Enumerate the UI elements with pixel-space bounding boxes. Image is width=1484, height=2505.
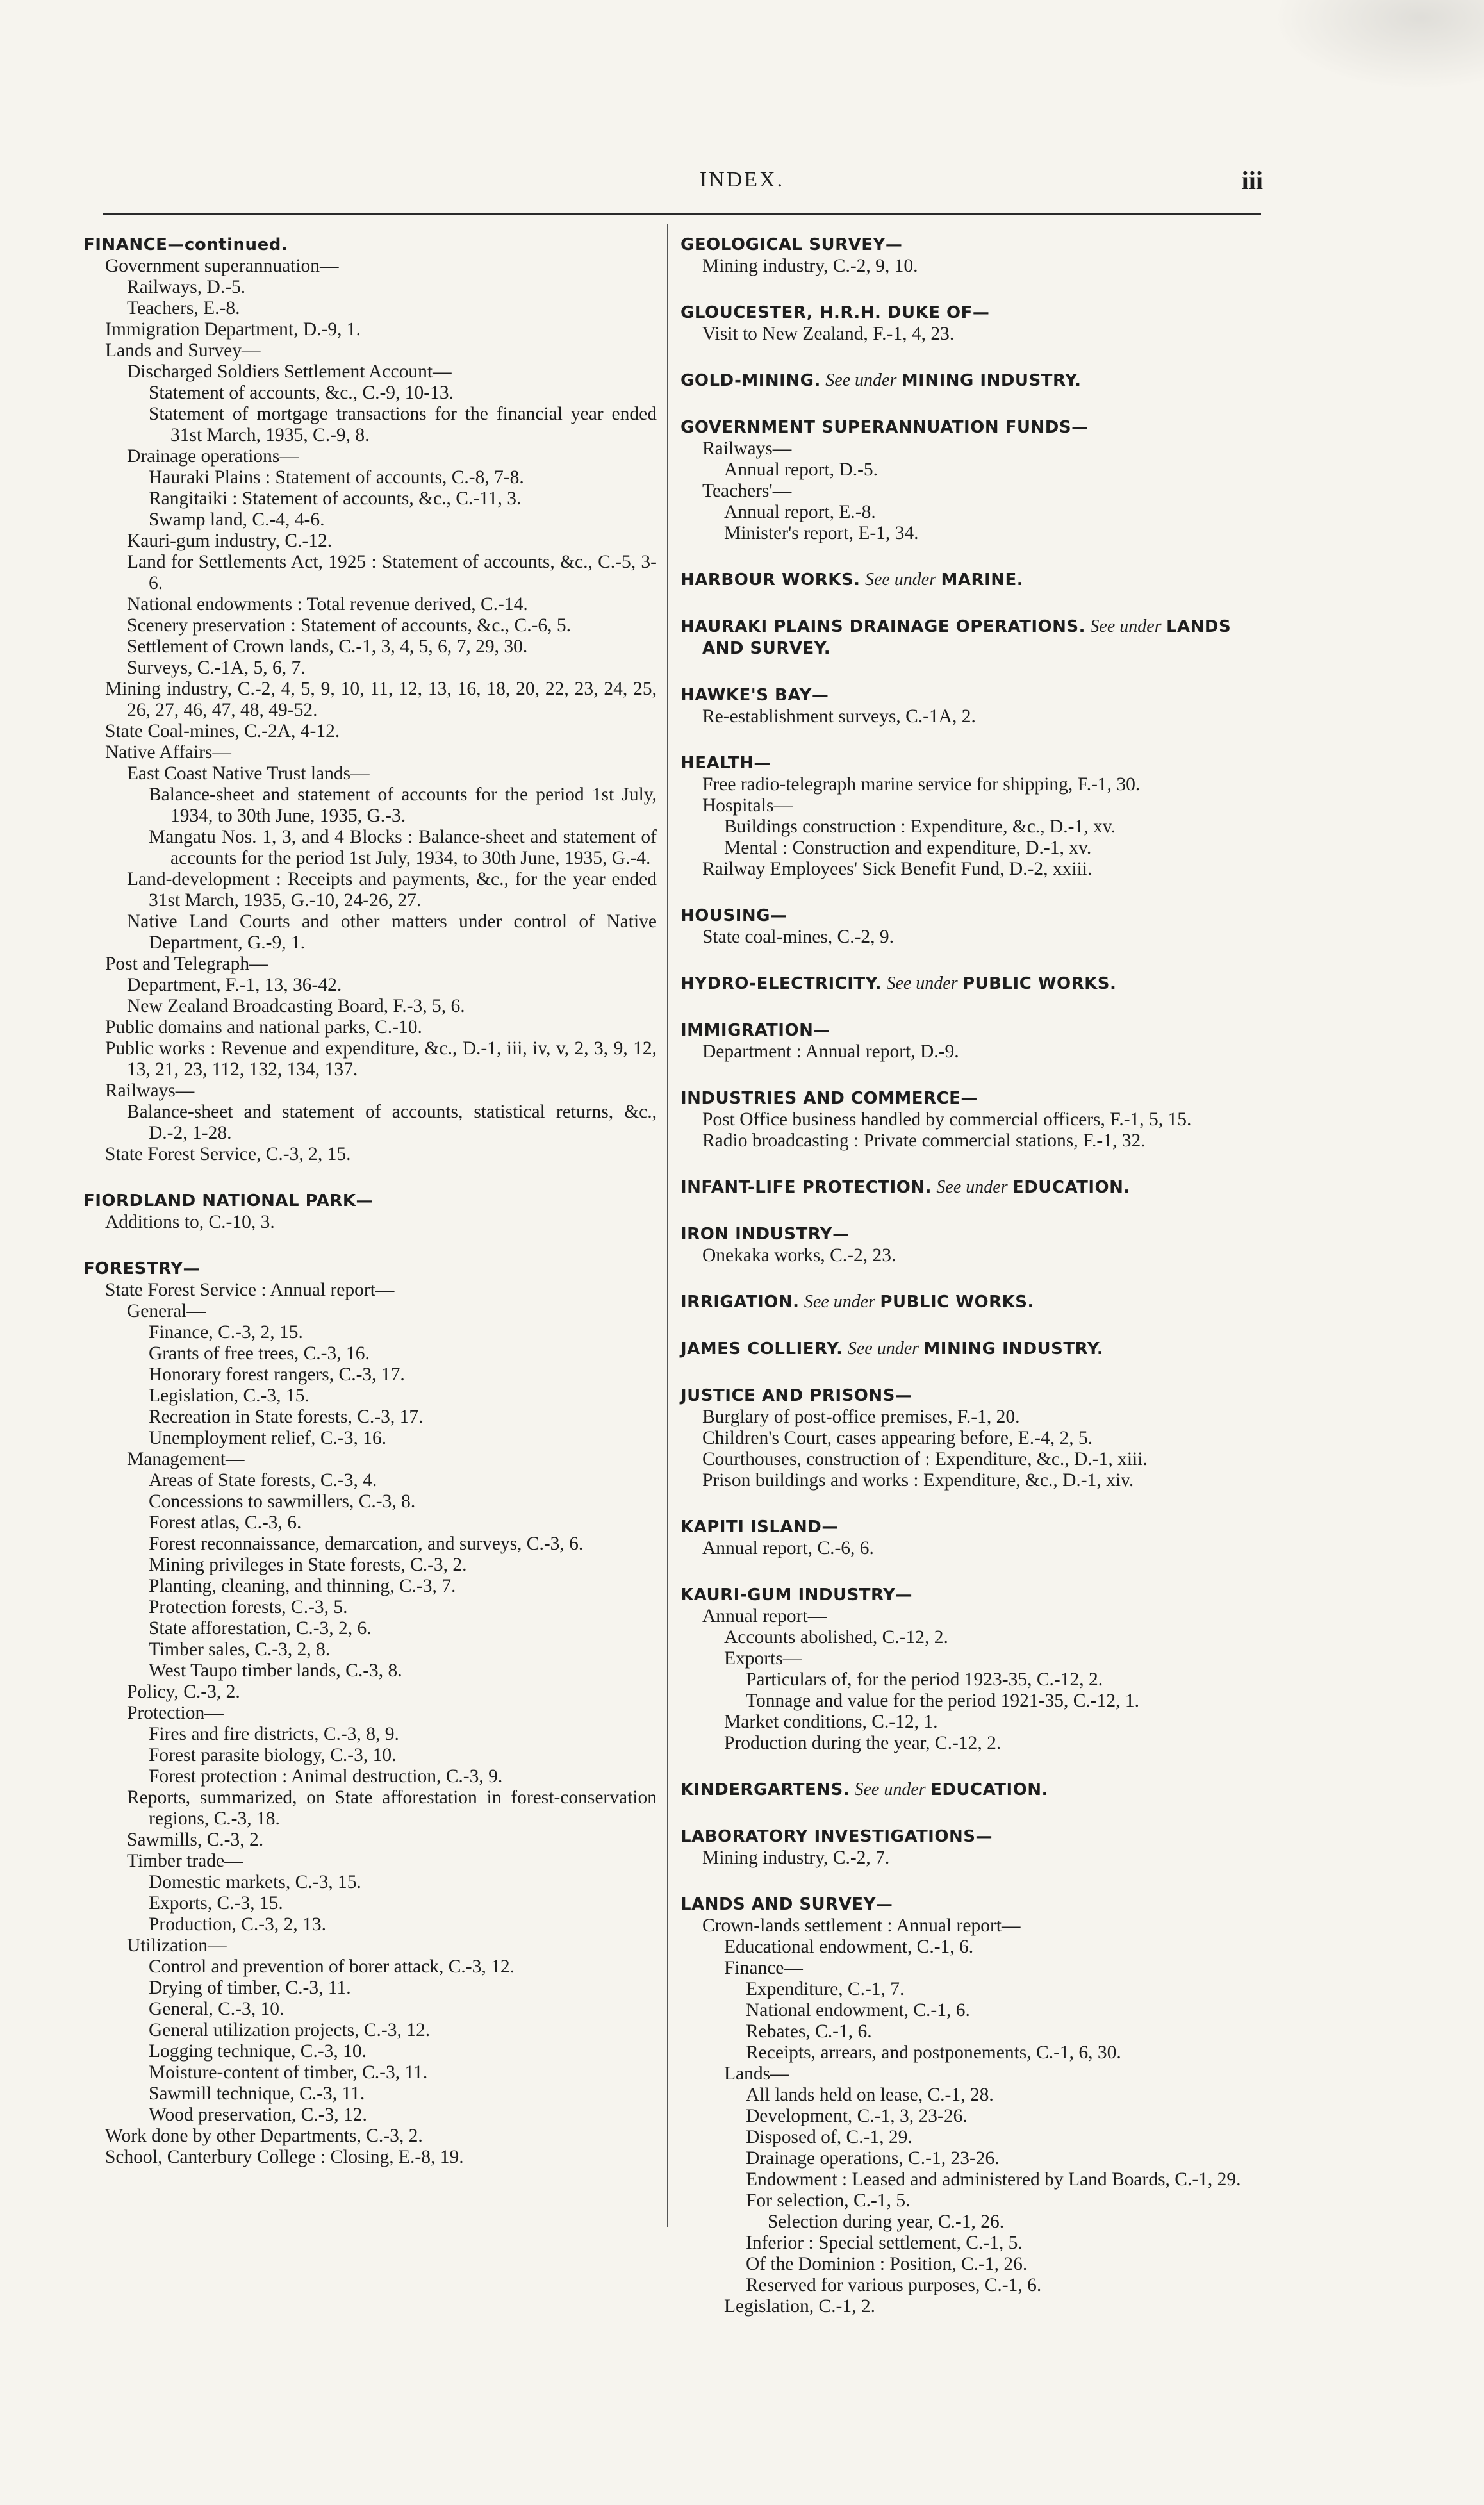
index-entry: Moisture-content of timber, C.-3, 11. <box>149 2062 428 2083</box>
index-heading <box>83 234 657 256</box>
heading-text: GEOLOGICAL SURVEY— <box>680 235 903 254</box>
index-entry: Minister's report, E-1, 34. <box>724 523 919 543</box>
index-heading <box>680 684 1257 706</box>
index-entry: Production during the year, C.-12, 2. <box>724 1733 1002 1753</box>
index-entry: Forest protection : Animal destruction, C.-3, 9. <box>149 1766 503 1787</box>
index-entry: Market conditions, C.-12, 1. <box>724 1712 938 1732</box>
index-entry: West Taupo timber lands, C.-3, 8. <box>149 1660 402 1681</box>
cross-reference: MINING INDUSTRY. <box>901 371 1082 390</box>
heading-text: FORESTRY— <box>83 1259 201 1278</box>
index-heading <box>680 1894 1257 1915</box>
index-entry: Protection— <box>127 1703 224 1723</box>
index-entry: Expenditure, C.-1, 7. <box>746 1979 905 1999</box>
column-divider <box>667 224 668 2227</box>
heading-text: HEALTH— <box>680 754 771 773</box>
index-entry: Legislation, C.-3, 15. <box>149 1385 309 1406</box>
index-entry: Endowment : Leased and administered by Land Boards, C.-1, 29. <box>746 2169 1241 2190</box>
index-entry: Receipts, arrears, and postponements, C.-1, 6, 30. <box>746 2042 1121 2063</box>
index-heading <box>680 569 1257 591</box>
index-entry: Department : Annual report, D.-9. <box>702 1041 959 1062</box>
index-entry: Prison buildings and works : Expenditure, &c., D.-1, xiv. <box>702 1470 1134 1491</box>
index-entry: Legislation, C.-1, 2. <box>724 2296 875 2317</box>
index-heading <box>680 1087 1257 1109</box>
index-heading <box>83 1190 657 1212</box>
index-entry: Children's Court, cases appearing before, E.-4, 2, 5. <box>702 1428 1093 1448</box>
cross-reference: MARINE. <box>941 570 1024 590</box>
heading-text: INDUSTRIES AND COMMERCE— <box>680 1089 978 1108</box>
index-entry: Finance— <box>724 1958 803 1978</box>
index-entry: Selection during year, C.-1, 26. <box>768 2212 1005 2232</box>
index-entry: Honorary forest rangers, C.-3, 17. <box>149 1364 405 1385</box>
see-under-text: See under <box>1090 616 1162 636</box>
index-entry: Sawmills, C.-3, 2. <box>127 1830 264 1850</box>
header-rule <box>103 213 1261 215</box>
page-header-title: INDEX. <box>699 168 785 192</box>
heading-text: IRRIGATION. <box>680 1293 800 1312</box>
index-entry: Burglary of post-office premises, F.-1, 20. <box>702 1407 1020 1427</box>
index-entry: Drainage operations— <box>127 446 299 467</box>
index-entry: General, C.-3, 10. <box>149 1999 284 2019</box>
index-entry: Radio broadcasting : Private commercial stations, F.-1, 32. <box>702 1130 1146 1151</box>
index-entry: Immigration Department, D.-9, 1. <box>105 319 361 340</box>
index-entry: Buildings construction : Expenditure, &c., D.-1, xv. <box>724 816 1116 837</box>
index-entry: Exports— <box>724 1648 802 1669</box>
index-entry: Railways— <box>105 1080 195 1101</box>
index-entry: Work done by other Departments, C.-3, 2. <box>105 2126 423 2146</box>
index-entry: Annual report— <box>702 1606 827 1626</box>
index-entry: Management— <box>127 1449 245 1469</box>
index-heading <box>83 1258 657 1280</box>
index-entry: Balance-sheet and statement of accounts for the period 1st July, 1934, to 30th June, 1935, G.-3. <box>149 784 657 826</box>
index-entry: Recreation in State forests, C.-3, 17. <box>149 1407 424 1427</box>
index-entry: Production, C.-3, 2, 13. <box>149 1914 326 1935</box>
index-entry: New Zealand Broadcasting Board, F.-3, 5, 6. <box>127 996 465 1016</box>
index-entry: Inferior : Special settlement, C.-1, 5. <box>746 2233 1023 2253</box>
index-entry: Railways— <box>702 438 792 459</box>
index-entry: Discharged Soldiers Settlement Account— <box>127 361 452 382</box>
index-entry: Department, F.-1, 13, 36-42. <box>127 975 342 995</box>
index-heading <box>680 1385 1257 1407</box>
index-entry: Drainage operations, C.-1, 23-26. <box>746 2148 1000 2169</box>
index-heading <box>680 1516 1257 1538</box>
index-entry: State Coal-mines, C.-2A, 4-12. <box>105 721 340 741</box>
index-heading <box>680 1584 1257 1606</box>
right-index-column <box>680 234 1257 2317</box>
heading-text: GOLD-MINING. <box>680 371 821 390</box>
index-entry: Areas of State forests, C.-3, 4. <box>149 1470 377 1491</box>
index-entry: Sawmill technique, C.-3, 11. <box>149 2083 365 2104</box>
index-entry: Public domains and national parks, C.-10. <box>105 1017 422 1038</box>
index-entry: Government superannuation— <box>105 256 339 276</box>
index-entry: Annual report, E.-8. <box>724 502 876 522</box>
heading-text: HOUSING— <box>680 906 787 925</box>
heading-text: KAPITI ISLAND— <box>680 1517 839 1537</box>
index-entry: State Forest Service, C.-3, 2, 15. <box>105 1144 351 1164</box>
heading-text: HAURAKI PLAINS DRAINAGE OPERATIONS. <box>680 617 1086 636</box>
index-entry: Native Affairs— <box>105 742 231 763</box>
index-entry: State afforestation, C.-3, 2, 6. <box>149 1618 372 1639</box>
index-heading <box>680 370 1257 392</box>
heading-text: FINANCE—continued. <box>83 235 288 254</box>
index-heading <box>680 1826 1257 1848</box>
index-entry: Tonnage and value for the period 1921-35, C.-12, 1. <box>746 1691 1139 1711</box>
see-under-text: See under <box>847 1339 919 1359</box>
index-entry: Courthouses, construction of : Expenditure, &c., D.-1, xiii. <box>702 1449 1148 1469</box>
index-heading <box>680 1779 1257 1801</box>
index-entry: Land for Settlements Act, 1925 : Statement of accounts, &c., C.-5, 3-6. <box>127 552 657 593</box>
index-entry: National endowments : Total revenue derived, C.-14. <box>127 594 528 615</box>
index-entry: Grants of free trees, C.-3, 16. <box>149 1343 370 1364</box>
index-entry: Of the Dominion : Position, C.-1, 26. <box>746 2254 1028 2274</box>
heading-text: JUSTICE AND PRISONS— <box>680 1386 912 1405</box>
index-entry: Balance-sheet and statement of accounts, statistical returns, &c., D.-2, 1-28. <box>127 1102 657 1143</box>
index-entry: Land-development : Receipts and payments, &c., for the year ended 31st March, 1935, G.-10, 24-26, 27. <box>127 869 657 911</box>
heading-text: HAWKE'S BAY— <box>680 686 829 705</box>
index-heading <box>680 417 1257 438</box>
index-heading <box>680 973 1257 995</box>
index-entry: Particulars of, for the period 1923-35, C.-12, 2. <box>746 1669 1103 1690</box>
index-entry: Teachers, E.-8. <box>127 298 240 318</box>
index-entry: Rebates, C.-1, 6. <box>746 2021 872 2042</box>
index-entry: Mental : Construction and expenditure, D.-1, xv. <box>724 838 1092 858</box>
index-heading <box>680 616 1257 659</box>
cross-reference: PUBLIC WORKS. <box>880 1293 1034 1312</box>
index-entry: Forest reconnaissance, demarcation, and surveys, C.-3, 6. <box>149 1534 584 1554</box>
cross-reference: MINING INDUSTRY. <box>923 1339 1104 1359</box>
index-entry: Surveys, C.-1A, 5, 6, 7. <box>127 657 306 678</box>
index-entry: Hauraki Plains : Statement of accounts, C.-8, 7-8. <box>149 467 524 488</box>
heading-text: LANDS AND SURVEY— <box>680 1895 893 1914</box>
index-heading <box>680 1338 1257 1360</box>
index-entry: Free radio-telegraph marine service for shipping, F.-1, 30. <box>702 774 1141 795</box>
index-entry: Reports, summarized, on State afforestation in forest-conservation regions, C.-3, 18. <box>127 1787 657 1829</box>
index-entry: School, Canterbury College : Closing, E.-8, 19. <box>105 2147 464 2167</box>
index-entry: Swamp land, C.-4, 4-6. <box>149 509 325 530</box>
index-heading <box>680 302 1257 324</box>
index-heading <box>680 1291 1257 1313</box>
heading-text: IRON INDUSTRY— <box>680 1225 850 1244</box>
index-entry: Hospitals— <box>702 795 793 816</box>
index-entry: National endowment, C.-1, 6. <box>746 2000 970 2021</box>
page-number: iii <box>1241 166 1263 195</box>
index-entry: Annual report, C.-6, 6. <box>702 1538 874 1558</box>
see-under-text: See under <box>886 973 958 993</box>
index-entry: Timber sales, C.-3, 2, 8. <box>149 1639 331 1660</box>
index-entry: State Forest Service : Annual report— <box>105 1280 395 1300</box>
index-heading <box>680 752 1257 774</box>
index-entry: Control and prevention of borer attack, C.-3, 12. <box>149 1956 515 1977</box>
index-entry: Policy, C.-3, 2. <box>127 1682 240 1702</box>
index-entry: Timber trade— <box>127 1851 243 1871</box>
cross-reference: EDUCATION. <box>1012 1178 1130 1197</box>
heading-text: KINDERGARTENS. <box>680 1780 850 1799</box>
heading-text: IMMIGRATION— <box>680 1021 830 1040</box>
index-entry: Re-establishment surveys, C.-1A, 2. <box>702 706 976 727</box>
index-entry: Mining industry, C.-2, 9, 10. <box>702 256 918 276</box>
index-entry: Statement of mortgage transactions for the financial year ended 31st March, 1935, C.-9, 8. <box>149 404 657 445</box>
index-entry: Post Office business handled by commercial officers, F.-1, 5, 15. <box>702 1109 1192 1130</box>
index-entry: For selection, C.-1, 5. <box>746 2190 911 2211</box>
index-entry: Lands— <box>724 2063 789 2084</box>
index-entry: Railways, D.-5. <box>127 277 246 297</box>
heading-text: LABORATORY INVESTIGATIONS— <box>680 1827 993 1846</box>
index-entry: Mining industry, C.-2, 4, 5, 9, 10, 11, 12, 13, 16, 18, 20, 22, 23, 24, 25, 26, 27, 46, 47, 48, 49-52. <box>105 679 657 720</box>
index-entry: Public works : Revenue and expenditure, &c., D.-1, iii, iv, v, 2, 3, 9, 12, 13, 21, 23, 112, 132, 134, 137. <box>105 1038 657 1080</box>
index-entry: Post and Telegraph— <box>105 954 268 974</box>
index-entry: Native Land Courts and other matters under control of Native Department, G.-9, 1. <box>127 911 657 953</box>
index-entry: Mining privileges in State forests, C.-3, 2. <box>149 1555 467 1575</box>
index-heading <box>680 234 1257 256</box>
index-entry: Accounts abolished, C.-12, 2. <box>724 1627 948 1648</box>
left-index-column <box>83 234 657 2168</box>
see-under-text: See under <box>854 1780 926 1799</box>
index-entry: Forest atlas, C.-3, 6. <box>149 1512 302 1533</box>
see-under-text: See under <box>825 370 897 390</box>
index-entry: General— <box>127 1301 206 1321</box>
heading-text: HYDRO-ELECTRICITY. <box>680 974 882 993</box>
page-corner-smudge <box>1273 0 1484 90</box>
cross-reference: LANDS AND SURVEY. <box>702 617 1232 658</box>
index-entry: Drying of timber, C.-3, 11. <box>149 1978 351 1998</box>
index-entry: Visit to New Zealand, F.-1, 4, 23. <box>702 324 955 344</box>
see-under-text: See under <box>936 1177 1008 1197</box>
index-entry: General utilization projects, C.-3, 12. <box>149 2020 431 2040</box>
index-entry: Mining industry, C.-2, 7. <box>702 1848 890 1868</box>
index-heading <box>680 1020 1257 1041</box>
see-under-text: See under <box>864 570 937 590</box>
index-entry: Protection forests, C.-3, 5. <box>149 1597 348 1617</box>
index-entry: Utilization— <box>127 1935 227 1956</box>
index-heading <box>680 905 1257 927</box>
index-entry: Annual report, D.-5. <box>724 459 878 480</box>
heading-text: INFANT-LIFE PROTECTION. <box>680 1178 932 1197</box>
index-entry: Rangitaiki : Statement of accounts, &c., C.-11, 3. <box>149 488 522 509</box>
heading-text: FIORDLAND NATIONAL PARK— <box>83 1191 374 1211</box>
heading-text: HARBOUR WORKS. <box>680 570 861 590</box>
index-entry: Onekaka works, C.-2, 23. <box>702 1245 896 1266</box>
index-entry: Forest parasite biology, C.-3, 10. <box>149 1745 397 1765</box>
index-entry: Additions to, C.-10, 3. <box>105 1212 275 1232</box>
index-entry: All lands held on lease, C.-1, 28. <box>746 2085 994 2105</box>
cross-reference: PUBLIC WORKS. <box>962 974 1117 993</box>
index-entry: Concessions to sawmillers, C.-3, 8. <box>149 1491 416 1512</box>
index-entry: Statement of accounts, &c., C.-9, 10-13. <box>149 383 454 403</box>
index-entry: Mangatu Nos. 1, 3, and 4 Blocks : Balance-sheet and statement of accounts for the period 1st July, 1934, to 30th June, 1935, G.-4. <box>149 827 657 868</box>
index-heading <box>680 1223 1257 1245</box>
index-entry: Wood preservation, C.-3, 12. <box>149 2104 367 2125</box>
index-entry: Lands and Survey— <box>105 340 261 361</box>
index-entry: Educational endowment, C.-1, 6. <box>724 1937 974 1957</box>
heading-text: GLOUCESTER, H.R.H. DUKE OF— <box>680 303 990 322</box>
heading-text: GOVERNMENT SUPERANNUATION FUNDS— <box>680 418 1089 437</box>
index-entry: State coal-mines, C.-2, 9. <box>702 927 895 947</box>
index-entry: Logging technique, C.-3, 10. <box>149 2041 367 2062</box>
cross-reference: EDUCATION. <box>930 1780 1048 1799</box>
heading-text: KAURI-GUM INDUSTRY— <box>680 1585 912 1605</box>
index-entry: Domestic markets, C.-3, 15. <box>149 1872 361 1892</box>
index-entry: Settlement of Crown lands, C.-1, 3, 4, 5, 6, 7, 29, 30. <box>127 636 528 657</box>
see-under-text: See under <box>804 1292 876 1312</box>
index-entry: Planting, cleaning, and thinning, C.-3, 7. <box>149 1576 456 1596</box>
index-entry: Scenery preservation : Statement of accounts, &c., C.-6, 5. <box>127 615 572 636</box>
index-entry: Teachers'— <box>702 481 792 501</box>
index-entry: East Coast Native Trust lands— <box>127 763 370 784</box>
index-entry: Fires and fire districts, C.-3, 8, 9. <box>149 1724 399 1744</box>
index-entry: Unemployment relief, C.-3, 16. <box>149 1428 387 1448</box>
index-entry: Exports, C.-3, 15. <box>149 1893 283 1914</box>
index-entry: Finance, C.-3, 2, 15. <box>149 1322 303 1343</box>
index-entry: Kauri-gum industry, C.-12. <box>127 531 333 551</box>
heading-text: JAMES COLLIERY. <box>680 1339 843 1359</box>
index-entry: Development, C.-1, 3, 23-26. <box>746 2106 968 2126</box>
index-entry: Reserved for various purposes, C.-1, 6. <box>746 2275 1042 2295</box>
index-entry: Crown-lands settlement : Annual report— <box>702 1915 1021 1936</box>
index-entry: Disposed of, C.-1, 29. <box>746 2127 912 2147</box>
index-heading <box>680 1177 1257 1198</box>
index-entry: Railway Employees' Sick Benefit Fund, D.-2, xxiii. <box>702 859 1092 879</box>
